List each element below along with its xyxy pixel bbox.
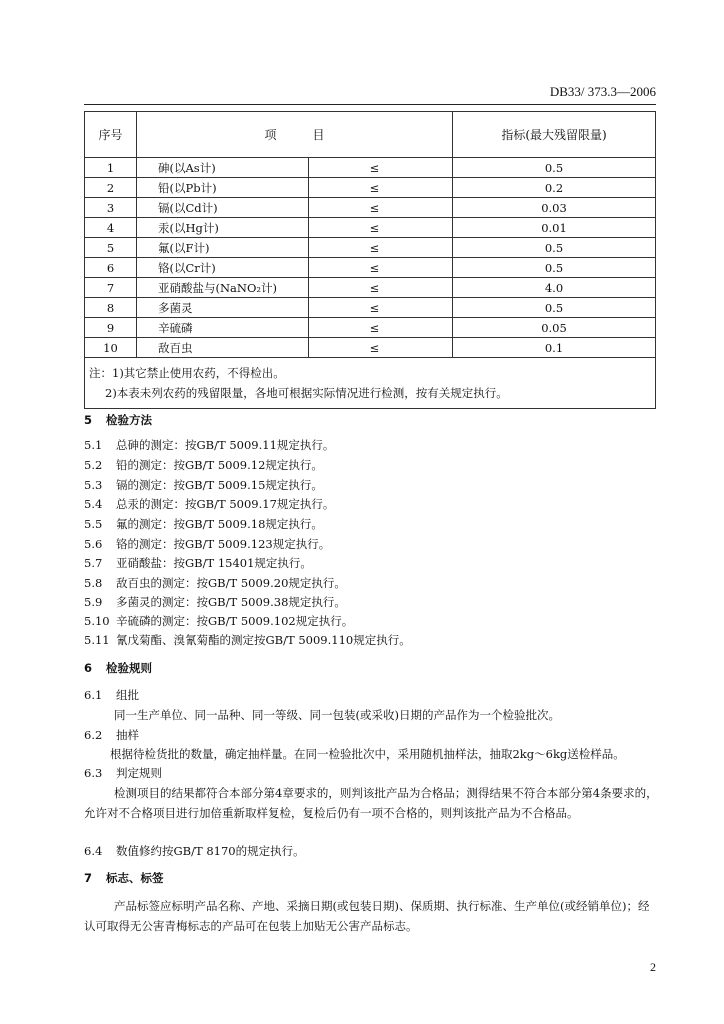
row-value: 0.05 <box>453 318 656 338</box>
table-notes <box>85 358 656 409</box>
section-title: 检验规则 <box>106 661 152 675</box>
clause-6-4 <box>84 843 658 859</box>
clause-number: 6.1 <box>84 688 103 702</box>
row-no: 2 <box>85 178 137 198</box>
clause-5-1 <box>84 437 658 453</box>
section-number: 5 <box>84 413 93 427</box>
clause-5-10 <box>84 613 658 629</box>
clause-title: 判定规则 <box>116 766 162 780</box>
section-6-heading <box>84 660 152 676</box>
row-item: 敌百虫 <box>137 338 309 358</box>
section-number: 6 <box>84 661 93 675</box>
clause-number: 6.2 <box>84 728 103 742</box>
table-row <box>85 218 656 238</box>
clause-text: 敌百虫的测定：按GB/T 5009.20规定执行。 <box>116 576 346 590</box>
clause-number: 5.1 <box>84 438 103 452</box>
standard-code: DB33/ 373.3—2006 <box>549 84 656 99</box>
clause-6-3-text: 检测项目的结果都符合本部分第4章要求的，则判该批产品为合格品；测得结果不符合本部分第4条要求的，允许对不合格项目进行加倍重新取样复检，复检后仍有一项不合格的，则判该批产品为不合格品。 <box>84 786 658 820</box>
table-header-row <box>85 112 656 158</box>
row-value: 0.2 <box>453 178 656 198</box>
row-item: 汞(以Hg计) <box>137 218 309 238</box>
row-value: 0.03 <box>453 198 656 218</box>
clause-6-2-text: 根据待检货批的数量，确定抽样量。在同一检验批次中，采用随机抽样法，抽取2kg～6kg送检样品。 <box>110 747 625 761</box>
table-row <box>85 238 656 258</box>
clause-number: 5.6 <box>84 537 103 551</box>
clause-5-8 <box>84 575 658 591</box>
row-no: 4 <box>85 218 137 238</box>
table-row <box>85 318 656 338</box>
clause-text: 铅的测定：按GB/T 5009.12规定执行。 <box>116 458 323 472</box>
clause-title: 组批 <box>116 688 139 702</box>
section-7-heading <box>84 870 164 886</box>
row-item: 多菌灵 <box>137 298 309 318</box>
clause-number: 6.3 <box>84 766 103 780</box>
row-no: 5 <box>85 238 137 258</box>
clause-6-1-text: 同一生产单位、同一品种、同一等级、同一包装(或采收)日期的产品作为一个检验批次。 <box>114 708 560 722</box>
header-limit: 指标(最大残留限量) <box>453 112 656 158</box>
clause-text: 总汞的测定：按GB/T 5009.17规定执行。 <box>116 497 335 511</box>
clause-5-3 <box>84 477 658 493</box>
clause-text: 铬的测定：按GB/T 5009.123规定执行。 <box>116 537 331 551</box>
row-no: 1 <box>85 158 137 178</box>
header-rule <box>84 104 656 105</box>
table-row <box>85 298 656 318</box>
row-symbol: ≤ <box>309 238 453 258</box>
clause-number: 5.3 <box>84 478 103 492</box>
clause-number: 5.4 <box>84 497 103 511</box>
clause-text: 辛硫磷的测定：按GB/T 5009.102规定执行。 <box>116 614 354 628</box>
clause-text: 氟的测定：按GB/T 5009.18规定执行。 <box>116 517 323 531</box>
residue-limit-table <box>84 111 656 409</box>
table-row <box>85 338 656 358</box>
clause-text: 总砷的测定：按GB/T 5009.11规定执行。 <box>116 438 335 452</box>
row-item: 氟(以F计) <box>137 238 309 258</box>
clause-6-2-heading <box>84 727 658 743</box>
row-symbol: ≤ <box>309 258 453 278</box>
clause-text: 数值修约按GB/T 8170的规定执行。 <box>116 844 305 858</box>
clause-number: 5.10 <box>84 614 110 628</box>
clause-number: 5.9 <box>84 595 103 609</box>
row-symbol: ≤ <box>309 338 453 358</box>
row-value: 0.5 <box>453 238 656 258</box>
row-symbol: ≤ <box>309 318 453 338</box>
clause-number: 5.11 <box>84 633 110 647</box>
row-value: 0.5 <box>453 158 656 178</box>
clause-number: 6.4 <box>84 844 103 858</box>
row-value: 0.5 <box>453 258 656 278</box>
row-symbol: ≤ <box>309 278 453 298</box>
section-number: 7 <box>84 871 93 885</box>
table-row <box>85 198 656 218</box>
row-value: 0.1 <box>453 338 656 358</box>
row-item: 铬(以Cr计) <box>137 258 309 278</box>
row-no: 9 <box>85 318 137 338</box>
row-item: 铅(以Pb计) <box>137 178 309 198</box>
row-item: 砷(以As计) <box>137 158 309 178</box>
note-1: 注：1)其它禁止使用农药，不得检出。 <box>89 366 285 380</box>
table-row <box>85 258 656 278</box>
clause-6-1-heading <box>84 687 658 703</box>
row-item: 亚硝酸盐与(NaNO₂计) <box>137 278 309 298</box>
clause-number: 5.2 <box>84 458 103 472</box>
row-no: 10 <box>85 338 137 358</box>
clause-5-9 <box>84 594 658 610</box>
section-7-text: 产品标签应标明产品名称、产地、采摘日期(或包装日期)、保质期、执行标准、生产单位(或经销单位)；经认可取得无公害青梅标志的产品可在包装上加贴无公害产品标志。 <box>84 899 650 933</box>
section-title: 标志、标签 <box>106 871 164 885</box>
row-symbol: ≤ <box>309 158 453 178</box>
row-no: 6 <box>85 258 137 278</box>
table-row <box>85 158 656 178</box>
row-item: 镉(以Cd计) <box>137 198 309 218</box>
row-value: 0.5 <box>453 298 656 318</box>
table-row <box>85 178 656 198</box>
row-symbol: ≤ <box>309 218 453 238</box>
clause-title: 抽样 <box>116 728 139 742</box>
row-value: 0.01 <box>453 218 656 238</box>
clause-5-4 <box>84 496 658 512</box>
row-symbol: ≤ <box>309 178 453 198</box>
table-row <box>85 278 656 298</box>
page-number: 2 <box>650 960 656 974</box>
header-no: 序号 <box>85 112 137 158</box>
clause-5-6 <box>84 536 658 552</box>
clause-6-3-heading <box>84 765 658 781</box>
clause-number: 5.8 <box>84 576 103 590</box>
clause-text: 氰戊菊酯、溴氰菊酯的测定按GB/T 5009.110规定执行。 <box>116 633 411 647</box>
row-symbol: ≤ <box>309 298 453 318</box>
row-symbol: ≤ <box>309 198 453 218</box>
clause-5-11 <box>84 632 658 648</box>
row-no: 7 <box>85 278 137 298</box>
row-no: 3 <box>85 198 137 218</box>
row-item: 辛硫磷 <box>137 318 309 338</box>
note-2: 2)本表未列农药的残留限量，各地可根据实际情况进行检测，按有关规定执行。 <box>105 386 508 400</box>
clause-text: 多菌灵的测定：按GB/T 5009.38规定执行。 <box>116 595 346 609</box>
section-5-heading <box>84 412 152 428</box>
clause-5-2 <box>84 457 658 473</box>
clause-number: 5.5 <box>84 517 103 531</box>
row-value: 4.0 <box>453 278 656 298</box>
header-item: 项 目 <box>137 112 453 158</box>
clause-5-7 <box>84 555 658 571</box>
table-notes-row <box>85 358 656 409</box>
clause-text: 亚硝酸盐：按GB/T 15401规定执行。 <box>116 556 312 570</box>
clause-number: 5.7 <box>84 556 103 570</box>
row-no: 8 <box>85 298 137 318</box>
clause-5-5 <box>84 516 658 532</box>
section-title: 检验方法 <box>106 413 152 427</box>
clause-text: 镉的测定：按GB/T 5009.15规定执行。 <box>116 478 323 492</box>
